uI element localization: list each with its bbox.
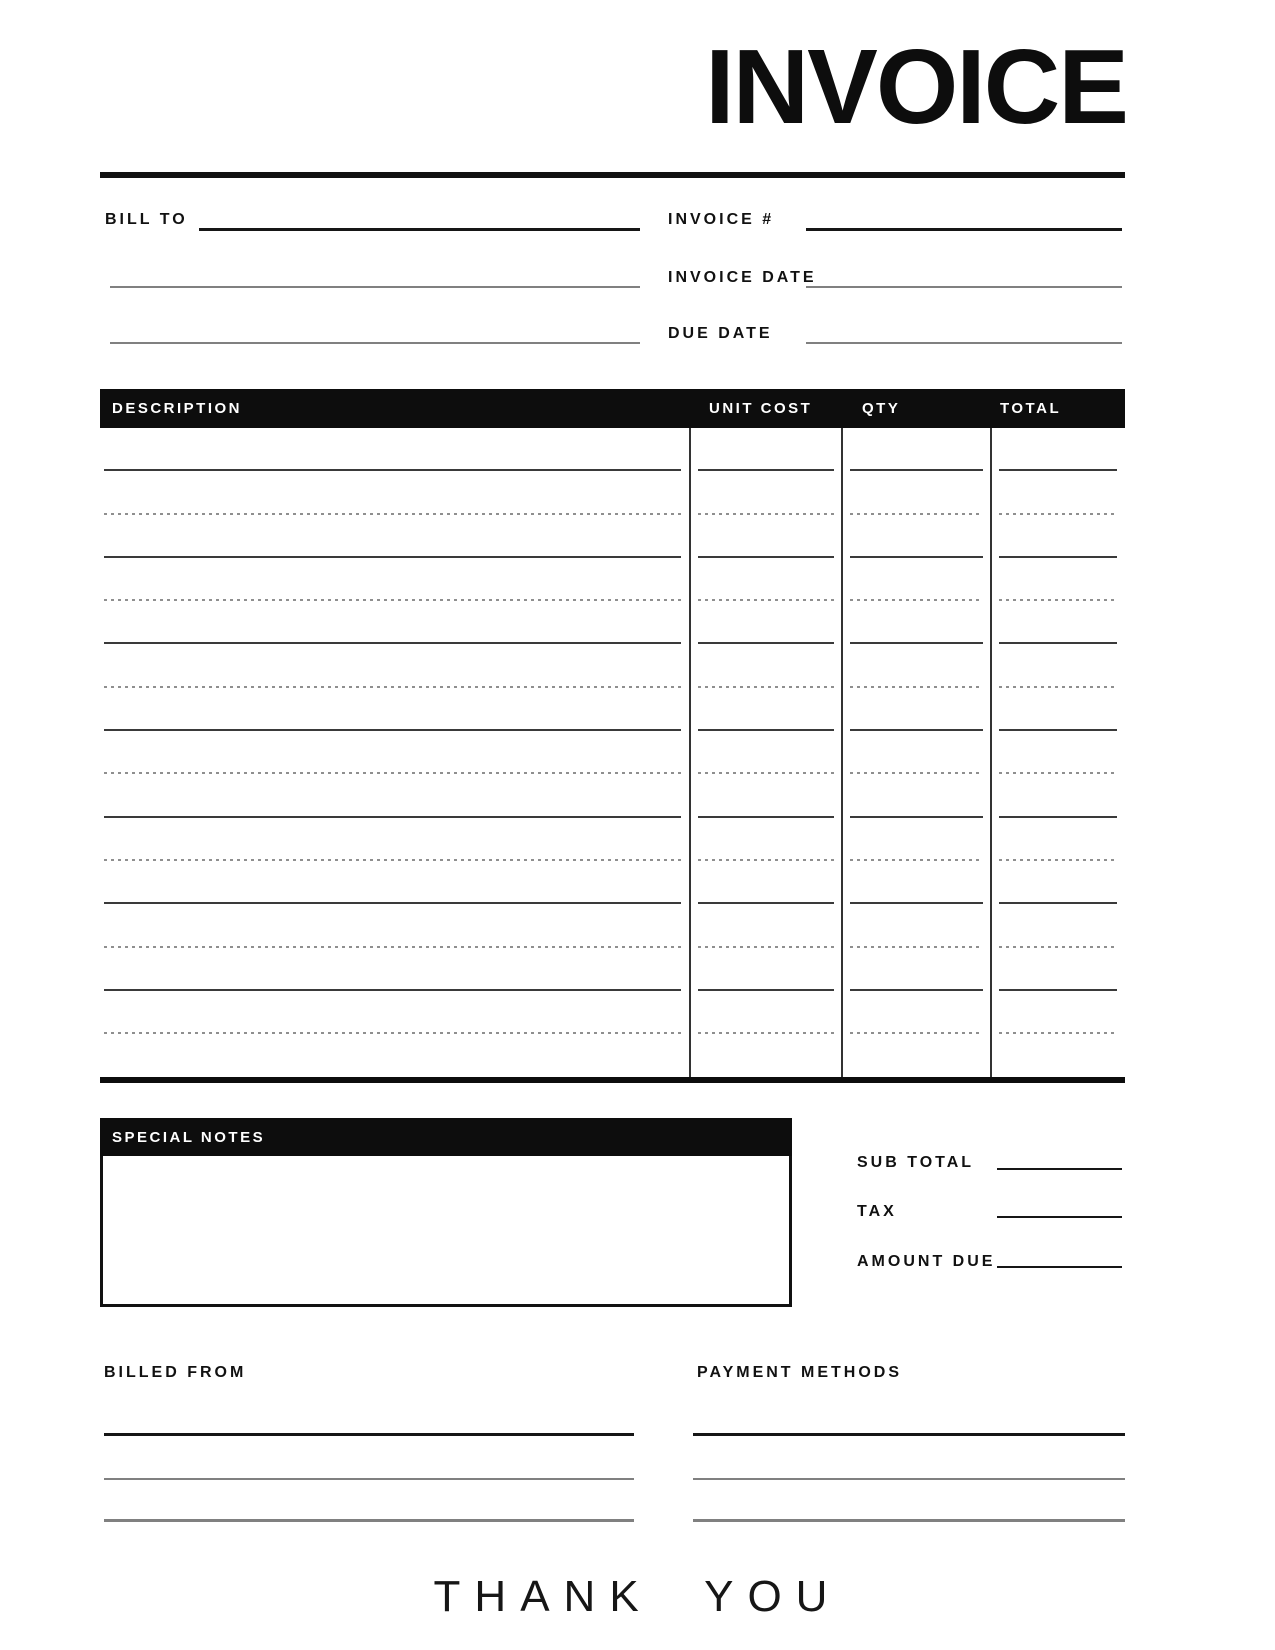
table-cell [100,818,691,861]
table-row [100,601,1125,644]
invoice-number-line [806,228,1122,231]
items-table-body [100,428,1125,1077]
row-writing-line [850,1075,983,1077]
table-cell [100,774,691,817]
sub-total-line [997,1168,1122,1170]
column-header-qty: QTY [862,400,901,417]
table-cell [100,861,691,904]
table-cell [843,904,992,947]
table-cell [992,861,1125,904]
billed-from-label: BILLED FROM [104,1364,247,1381]
table-cell [691,991,843,1034]
invoice-number-label: INVOICE # [668,211,775,228]
table-row [100,948,1125,991]
column-header-unit-cost: UNIT COST [709,400,813,417]
row-writing-line [698,1075,834,1077]
table-cell [843,774,992,817]
table-cell [992,774,1125,817]
table-cell [691,688,843,731]
table-row [100,428,1125,471]
table-row [100,774,1125,817]
table-cell [992,644,1125,687]
table-cell [843,1034,992,1077]
table-cell [843,471,992,514]
bill-to-line-2 [110,286,640,288]
table-cell [691,904,843,947]
table-cell [100,471,691,514]
invoice-date-label: INVOICE DATE [668,269,817,286]
table-row [100,991,1125,1034]
table-cell [100,1034,691,1077]
table-row [100,818,1125,861]
table-cell [691,818,843,861]
table-cell [992,558,1125,601]
table-cell [100,688,691,731]
table-cell [843,991,992,1034]
table-cell [843,861,992,904]
page-title: INVOICE [705,28,1127,146]
table-cell [992,991,1125,1034]
table-cell [992,818,1125,861]
table-cell [992,471,1125,514]
table-cell [843,558,992,601]
table-cell [843,688,992,731]
billed-from-line-3 [104,1519,634,1522]
due-date-label: DUE DATE [668,325,773,342]
table-row [100,904,1125,947]
table-cell [992,904,1125,947]
table-cell [100,515,691,558]
table-cell [691,515,843,558]
table-cell [100,558,691,601]
table-row [100,1034,1125,1077]
table-cell [992,948,1125,991]
table-cell [100,601,691,644]
table-cell [992,688,1125,731]
table-row [100,861,1125,904]
header-divider [100,172,1125,178]
table-cell [843,731,992,774]
table-bottom-rule [100,1077,1125,1083]
column-header-total: TOTAL [1000,400,1062,417]
special-notes-box [100,1156,792,1307]
billed-from-line-1 [104,1433,634,1436]
items-table-header [100,389,1125,428]
payment-methods-line-2 [693,1478,1125,1480]
sub-total-label: SUB TOTAL [857,1154,975,1171]
special-notes-label: SPECIAL NOTES [112,1128,266,1146]
table-cell [691,558,843,601]
invoice-date-line [806,286,1122,288]
table-cell [100,948,691,991]
special-notes-header [100,1118,792,1156]
table-cell [691,1034,843,1077]
table-cell [843,515,992,558]
column-header-description: DESCRIPTION [112,400,243,417]
table-cell [100,428,691,471]
table-cell [691,601,843,644]
table-cell [691,471,843,514]
table-cell [691,428,843,471]
thank-you-text: THANK YOU [433,1572,842,1621]
table-cell [992,1034,1125,1077]
table-cell [843,428,992,471]
table-cell [843,644,992,687]
table-cell [992,731,1125,774]
table-row [100,515,1125,558]
due-date-line [806,342,1122,344]
table-cell [100,904,691,947]
table-row [100,644,1125,687]
items-table [100,389,1125,1083]
table-cell [843,601,992,644]
tax-label: TAX [857,1203,897,1220]
table-cell [843,948,992,991]
table-cell [100,731,691,774]
table-cell [691,948,843,991]
table-cell [992,601,1125,644]
row-writing-line [999,1075,1117,1077]
table-cell [843,818,992,861]
table-cell [691,731,843,774]
amount-due-label: AMOUNT DUE [857,1253,996,1270]
bill-to-line-1 [199,228,640,231]
payment-methods-label: PAYMENT METHODS [697,1364,903,1381]
table-row [100,731,1125,774]
table-cell [691,644,843,687]
bill-to-label: BILL TO [105,211,188,228]
table-cell [691,774,843,817]
amount-due-line [997,1266,1122,1268]
table-cell [691,861,843,904]
row-writing-line [104,1075,681,1077]
table-cell [992,428,1125,471]
table-cell [100,991,691,1034]
table-row [100,471,1125,514]
payment-methods-line-1 [693,1433,1125,1436]
table-row [100,558,1125,601]
bill-to-line-3 [110,342,640,344]
tax-line [997,1216,1122,1218]
table-cell [992,515,1125,558]
table-cell [100,644,691,687]
billed-from-line-2 [104,1478,634,1480]
table-row [100,688,1125,731]
payment-methods-line-3 [693,1519,1125,1522]
